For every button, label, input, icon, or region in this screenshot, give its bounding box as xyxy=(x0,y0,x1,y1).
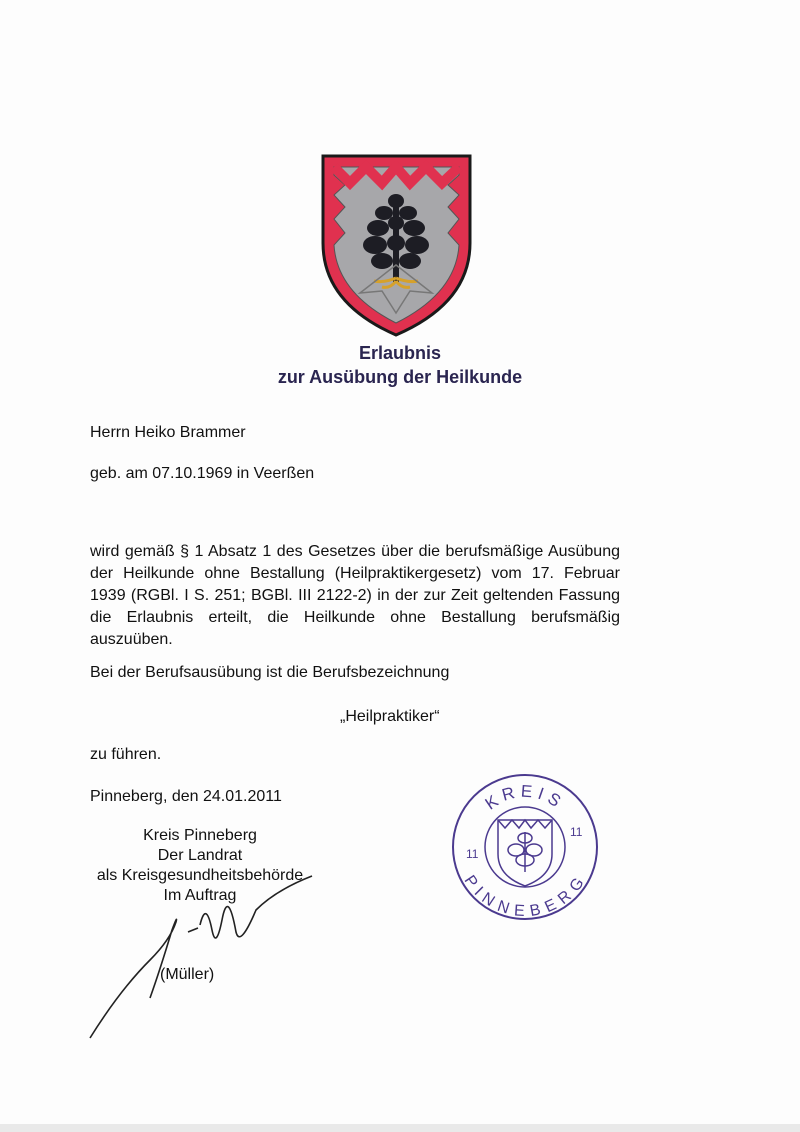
authority-mandate: Im Auftrag xyxy=(163,887,237,904)
designation-intro: Bei der Berufsausübung ist die Berufsbezeichnung xyxy=(90,664,450,681)
authority-district: Kreis Pinneberg xyxy=(143,827,257,844)
place-and-date: Pinneberg, den 24.01.2011 xyxy=(90,788,282,805)
designation-outro: zu führen. xyxy=(90,746,162,763)
birth-info: geb. am 07.10.1969 in Veerßen xyxy=(90,465,315,482)
stamp-crest-icon xyxy=(498,820,552,886)
stamp-bottom-text: PINNEBERG xyxy=(460,872,590,921)
page-edge xyxy=(0,1124,800,1132)
svg-text:KREIS xyxy=(482,782,569,814)
signatory-name: (Müller) xyxy=(160,966,215,983)
recipient-name: Herrn Heiko Brammer xyxy=(90,424,246,441)
document-subtitle: zur Ausübung der Heilkunde xyxy=(277,367,523,387)
coat-of-arms-icon xyxy=(320,153,473,338)
authority-official: Der Landrat xyxy=(157,847,243,864)
professional-designation: „Heilpraktiker“ xyxy=(340,708,440,725)
stamp-right-number: 11 xyxy=(570,825,583,839)
handwritten-signature xyxy=(80,870,340,1050)
official-stamp xyxy=(450,772,600,922)
authority-role: als Kreisgesundheitsbehörde xyxy=(96,867,304,884)
stamp-left-number: 11 xyxy=(466,847,479,861)
document-title: Erlaubnis xyxy=(358,343,442,363)
stamp-top-text: KREIS xyxy=(481,781,569,814)
svg-text:PINNEBERG xyxy=(461,872,590,920)
permission-paragraph: wird gemäß § 1 Absatz 1 des Gesetzes über die berufsmäßige Ausübung der Heilkunde ohne Bestallung (Heilpraktikergesetz) vom 17. Februar 1939 (RGBl. I S. 251; BGBl. III 2122-2) in der zur Zeit geltenden Fassung die Erlaubnis erteilt, die Heilkunde ohne Bestallung berufsmäßig auszuüben. xyxy=(90,543,620,648)
